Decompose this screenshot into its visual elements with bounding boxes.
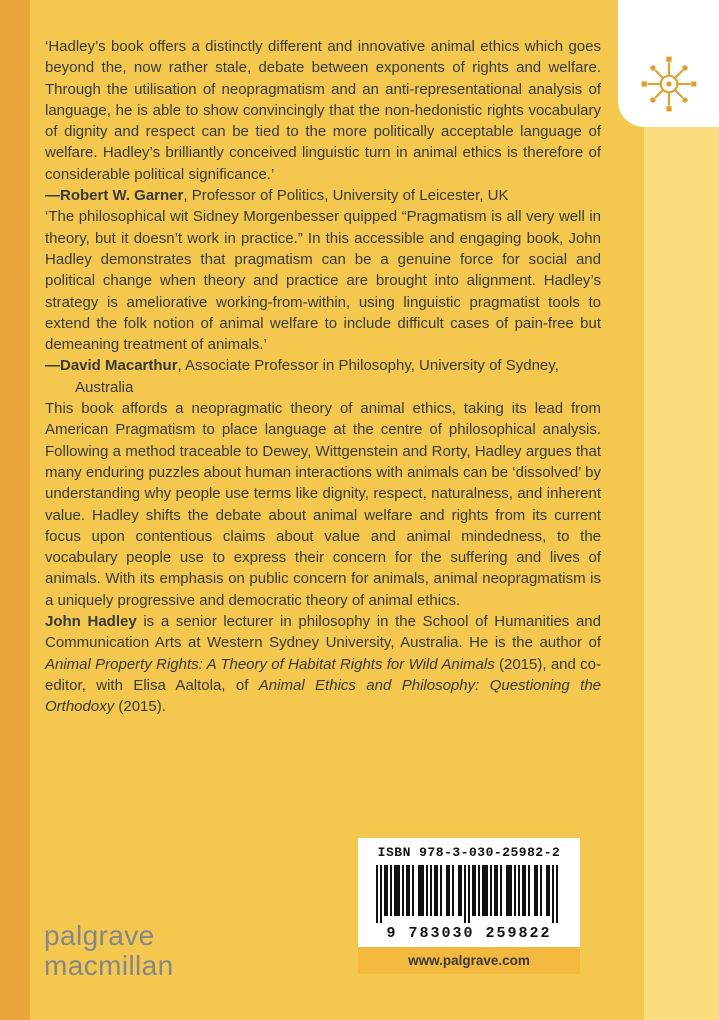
isbn-label: ISBN 978-3-030-25982-2 — [377, 845, 561, 860]
author-name: John Hadley — [45, 613, 137, 631]
book-synopsis: This book affords a neopragmatic theory of animal ethics, taking its lead from American Pragmatism to place language at the centre of philosophical analysis. Following a method traceable to Dewey, Wittgenstein and Rorty, Hadley argues that many enduring puzzles about human interactions with animals can be ‘dissolved’ by understanding why people use terms like dignity, respect, naturalness, and inherent value. Hadley shifts the debate about animal welfare and rights from its current focus upon contentious claims about value and animal mindedness, to the vocabulary people use to express their concern for the suffering and lives of animals. With its emphasis on public concern for animals, animal neopragmatism is a uniquely progressive and democratic theory of animal ethics. — [45, 400, 601, 609]
spine-strip — [0, 0, 30, 1020]
attribution-role: , Associate Professor in Philosophy, University of Sydney, Australia — [75, 357, 559, 396]
palgrave-macmillan-wordmark — [44, 921, 174, 980]
barcode — [376, 865, 562, 923]
right-edge-band — [644, 0, 719, 1020]
publisher-website: www.palgrave.com — [408, 953, 530, 968]
website-strip — [358, 947, 580, 974]
attribution-role: , Professor of Politics, University of Leicester, UK — [183, 187, 509, 205]
book-title-2: Animal Ethics and Philosophy: Questioning the Orthodoxy — [45, 676, 602, 716]
book-title-1: Animal Property Rights: A Theory of Habitat Rights for Wild Animals — [45, 655, 495, 673]
bio-text: (2015). — [114, 698, 166, 716]
bio-text: (2015), and co-editor, with Elisa Aaltola, of — [45, 655, 601, 694]
isbn-block — [358, 838, 580, 974]
wordmark-line-1: palgrave — [44, 920, 155, 951]
bio-text: is a senior lecturer in philosophy in the School of Humanities and Communication Arts at Western Sydney University, Australia. He is the author of — [45, 613, 601, 652]
attribution-name: —David Macarthur — [45, 357, 178, 375]
author-bio — [45, 611, 601, 717]
endorsement-quote-1: ‘Hadley’s book offers a distinctly different and innovative animal ethics which goes beyond the, now rather stale, debate between exponents of rights and welfare. Through the utilisation of neopragmatism and an anti-representational analysis of language, he is able to show convincingly that the non-hedonistic rights vocabulary of dignity and respect can be tied to the more politically acceptable language of welfare. Hadley’s brilliantly conceived linguistic turn in animal ethics is therefore of considerable political significance.’ — [45, 38, 601, 183]
wordmark-line-2: macmillan — [44, 949, 174, 981]
endorsement-attribution-2 — [45, 355, 601, 398]
attribution-name: —Robert W. Garner — [45, 187, 184, 205]
endorsement-attribution-1 — [45, 185, 601, 206]
palgrave-network-icon — [638, 53, 700, 115]
back-cover-text — [45, 36, 601, 718]
publisher-logo-card — [618, 0, 719, 127]
isbn-white-box — [358, 838, 580, 947]
isbn-digits: 9 783030 259822 — [386, 925, 552, 942]
endorsement-quote-2: ‘The philosophical wit Sidney Morgenbesser quipped “Pragmatism is all very well in theory, but it doesn’t work in practice.” In this accessible and engaging book, John Hadley demonstrates that pragmatism can be a genuine force for social and political change when theory and practice are brought into alignment. Hadley’s strategy is ameliorative working-from-within, using linguistic pragmatist tools to extend the folk notion of animal welfare to include difficult cases of pain-free but demeaning treatment of animals.’ — [45, 208, 601, 354]
